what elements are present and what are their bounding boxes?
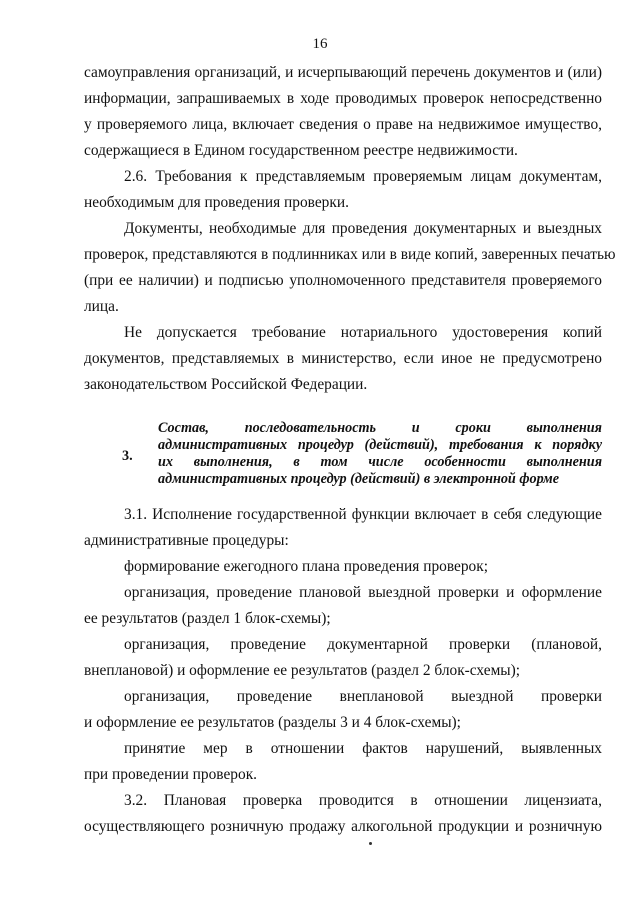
text-line: у проверяемого лица, включает сведения о праве на недвижимое имущество, xyxy=(84,116,602,133)
text-line: 3.2. Плановая проверка проводится в отношении лицензиата, xyxy=(124,792,602,809)
text-line: осуществляющего розничную продажу алкогольной продукции и розничную xyxy=(84,818,602,835)
text-line: необходимым для проведения проверки. xyxy=(84,194,349,211)
text-line: Не допускается требование нотариального удостоверения копий xyxy=(124,324,602,341)
text-line: и оформление ее результатов (разделы 3 и 4 блок-схемы); xyxy=(84,714,461,731)
text-line: организация, проведение плановой выездной проверки и оформление xyxy=(124,584,602,601)
text-line: 2.6. Требования к представляемым проверяемым лицам документам, xyxy=(124,168,602,185)
section-heading-line: Состав, последовательность и сроки выполнения xyxy=(158,420,602,436)
text-line: самоуправления организаций, и исчерпывающий перечень документов и (или) xyxy=(84,64,602,81)
section-heading-line: их выполнения, в том числе особенности выполнения xyxy=(158,454,602,470)
section-number: 3. xyxy=(122,448,133,464)
text-line: содержащиеся в Едином государственном реестре недвижимости. xyxy=(84,142,518,159)
section-heading-line: административных процедур (действий), требования к порядку xyxy=(158,437,602,453)
text-line: организация, проведение документарной проверки (плановой, xyxy=(124,636,602,653)
section-heading-line: административных процедур (действий) в электронной форме xyxy=(158,471,560,487)
scan-speck xyxy=(369,842,372,845)
text-line: формирование ежегодного плана проведения проверок; xyxy=(124,558,488,575)
text-line: внеплановой) и оформление ее результатов (раздел 2 блок-схемы); xyxy=(84,662,521,679)
text-line: 3.1. Исполнение государственной функции включает в себя следующие xyxy=(124,506,602,523)
page-number: 16 xyxy=(312,36,328,52)
text-line: при проведении проверок. xyxy=(84,766,258,783)
text-line: проверок, представляются в подлинниках или в виде копий, заверенных печатью xyxy=(84,246,616,263)
text-line: принятие мер в отношении фактов нарушений, выявленных xyxy=(124,740,602,757)
text-line: организация, проведение внеплановой выездной проверки xyxy=(124,688,602,705)
text-line: законодательством Российской Федерации. xyxy=(84,376,368,393)
text-line: Документы, необходимые для проведения документарных и выездных xyxy=(124,220,602,237)
text-line: ее результатов (раздел 1 блок-схемы); xyxy=(84,610,331,627)
text-line: (при ее наличии) и подписью уполномоченного представителя проверяемого xyxy=(84,272,602,289)
text-line: лица. xyxy=(84,298,119,315)
text-line: административные процедуры: xyxy=(84,532,289,549)
text-line: информации, запрашиваемых в ходе проводимых проверок непосредственно xyxy=(84,90,602,107)
text-line: документов, представляемых в министерство, если иное не предусмотрено xyxy=(84,350,602,367)
